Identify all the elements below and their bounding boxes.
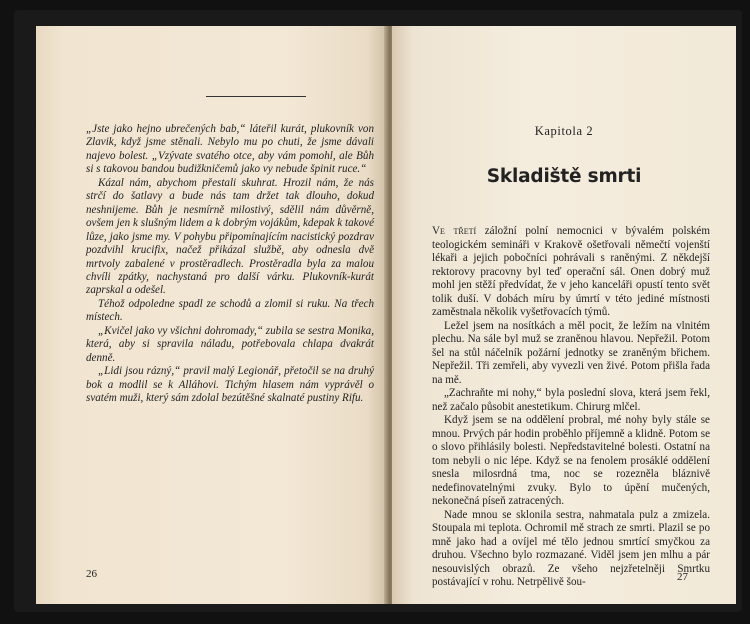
right-page-body [432,225,710,590]
chapter-label: Kapitola 2 [534,124,594,138]
paragraph: „Kvičel jako vy všichni dohromady,“ zubila se sestra Monika, která, aby si spravila náladu, potřebovala chlapa dvakrát denně. [86,324,374,364]
left-page [36,26,388,604]
opening-words: Ve třetí [432,225,477,237]
paragraph: Ležel jsem na nosítkách a měl pocit, že ležím na vlnitém plechu. Na sále byl muž se zraněnou hlavou. Nepřežil. Potom šel na stůl náčelník požární jednotky se zraněným břichem. Nepřežil. Tři zemřeli, aby vyvezli ven živé. Potom přišla řada na mě. [432,319,710,386]
paragraph: „Zachraňte mi nohy,“ byla poslední slova, která jsem řekl, než začalo působit anestetikum. Chirurg mlčel. [432,387,710,413]
paragraph: Téhož odpoledne spadl ze schodů a zlomil si ruku. Na třech místech. [86,297,374,324]
paragraph: Když jsem se na oddělení probral, mé nohy byly stále se mnou. Prvých pár hodin proběhlo příjemně a klidně. Potom se o slovo přihlásily bolesti. Nepředstavitelné bolesti. Ostatní na tom nebyli o nic lépe. Když se na fenolem prosáklé oddělení snesla milosrdná tma, noc se rozezněla bláznivě nedefinovatelnými zvuky. Bylo to úpění mučených, nekonečná píseň zatracených. [432,414,710,507]
page-number: 26 [86,568,97,580]
decorative-rule [206,96,306,97]
paragraph: Kázal nám, abychom přestali skuhrat. Hrozil nám, že nás strčí do šatlavy a bude nás tam držet tak dlouho, dokud neshnijeme. Bůh je nesmírně milostivý, sdělil nám důvěrně, ovšem jen k slušným lidem a k dobrým vojákům, kdepak k takové lůze, jako jsme my. V pohybu připomínajícím nacistický pozdrav pozdvihl krucifix, načež přikázal službě, aby odnesla dvě mrtvoly zabalené v prostěradlech. Prostěradla byla za malou chvíli zpátky, nachystaná pro další várku. Plukovník-kurát zaprskal a odešel. [86,176,374,297]
left-page-body [86,123,374,406]
paragraph [432,225,710,320]
paragraph: „Jste jako hejno ubrečených bab,“ láteřil kurát, plukovník von Zlavik, když jsme stěnali. Nebylo mu po chuti, že jsme dávali najevo bolest. „Vzývate svatého otce, aby vám pomohl, ale Bůh si s takovou bandou budižkničemů jako vy nebude špinit ruce.“ [86,123,374,176]
right-page [392,26,736,604]
paragraph: Nade mnou se sklonila sestra, nahmatala pulz a zmizela. Stoupala mi teplota. Ochromil mě strach ze smrti. Plazil se po mně jako had a ovíjel mé tělo jednou smrtící smyčkou za druhou. Všechno bylo rozmazané. Viděl jsem jen mlhu a pár nesouvislých obrazů. Ze všeho nejzřetelněji Smrtku postávající v rohu. Netrpělivě šou- [432,508,710,588]
paragraph: „Lidi jsou rázný,“ pravil malý Legionář, přetočil se na druhý bok a modlil se k Alláhovi. Tichým hlasem nám vyprávěl o svatém muži, který sám zdolal bezútěšné skalnaté pustiny Rifu. [86,365,374,405]
paragraph-text: záložní polní nemocnici v bývalém polském teologickém semináři v Krakově ošetřovali němečtí vojenští lékaři a jejich pobočníci pohrávali s raněnými. Z někdejší rektorovy pracovny byl teď operační sál. Onen dobrý muž mohl jen stěží předvídat, že v jeho kanceláři opustí tento svět tolik duší. V dobách míru by úmrtí v této jediné místnosti zaměstnala několik vyšetřovacích týmů. [432,225,710,318]
page-number: 27 [677,571,688,583]
chapter-title: Skladiště smrti [486,166,642,187]
